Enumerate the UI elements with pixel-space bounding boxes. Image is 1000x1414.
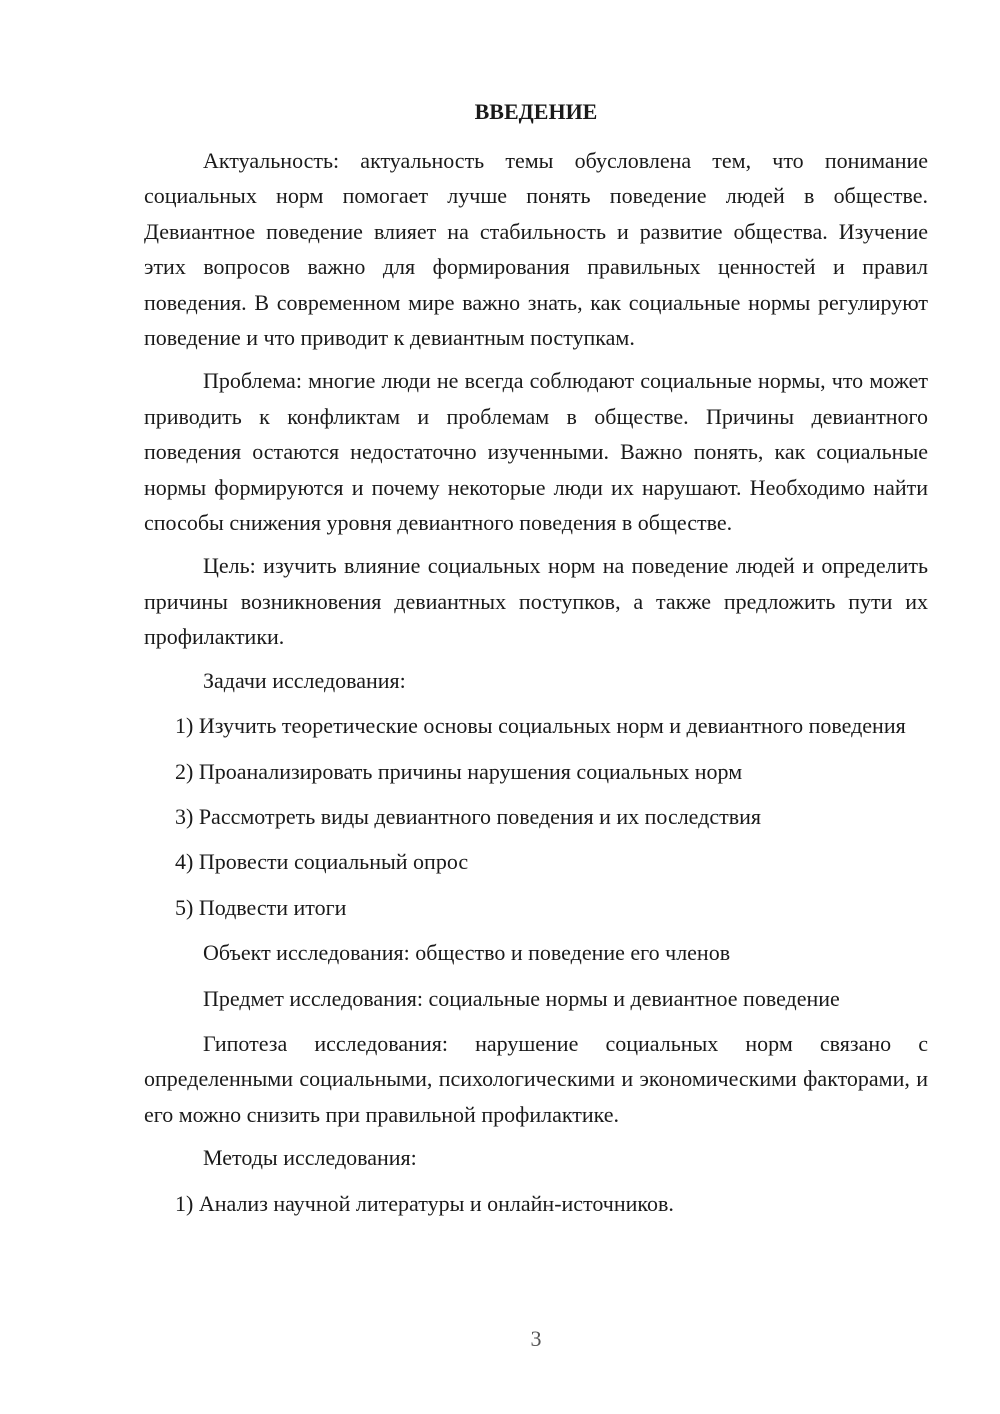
goal-paragraph: Цель: изучить влияние социальных норм на поведение людей и определить причины возникновения девиантных поступков, а также предложить пути их профилактики. [144, 553, 928, 650]
subject-paragraph: Предмет исследования: социальные нормы и девиантное поведение [203, 985, 840, 1011]
page-number: 3 [530, 1326, 542, 1351]
tasks-heading: Задачи исследования: [203, 667, 406, 693]
document-body [144, 143, 928, 1231]
task-item-4: 4) Провести социальный опрос [175, 849, 469, 875]
hypothesis-paragraph: Гипотеза исследования: нарушение социальных норм связано с определенными социальными, психологическими и экономическими факторами, и его можно снизить при правильной профилактике. [144, 1030, 928, 1127]
method-item-1: 1) Анализ научной литературы и онлайн-источников. [175, 1190, 674, 1216]
task-item-1: 1) Изучить теоретические основы социальных норм и девиантного поведения [175, 713, 906, 739]
task-item-5: 5) Подвести итоги [175, 894, 347, 920]
methods-heading: Методы исследования: [203, 1145, 417, 1171]
relevance-paragraph: Актуальность: актуальность темы обусловлена тем, что понимание социальных норм помогает лучше понять поведение людей в обществе. Девиантное поведение влияет на стабильность и развитие общества. Изучение этих вопросов важно для формирования правильных ценностей и правил поведения. В современном мире важно знать, как социальные нормы регулируют поведение и что приводит к девиантным поступкам. [144, 148, 928, 351]
task-item-3: 3) Рассмотреть виды девиантного поведения и их последствия [175, 803, 762, 829]
task-item-2: 2) Проанализировать причины нарушения социальных норм [175, 758, 743, 784]
problem-paragraph: Проблема: многие люди не всегда соблюдают социальные нормы, что может приводить к конфликтам и проблемам в обществе. Причины девиантного поведения остаются недостаточно изученными. Важно понять, как социальные нормы формируются и почему некоторые люди их нарушают. Необходимо найти способы снижения уровня девиантного поведения в обществе. [144, 368, 928, 536]
page-title: ВВЕДЕНИЕ [474, 99, 598, 124]
object-paragraph: Объект исследования: общество и поведение его членов [203, 940, 731, 966]
